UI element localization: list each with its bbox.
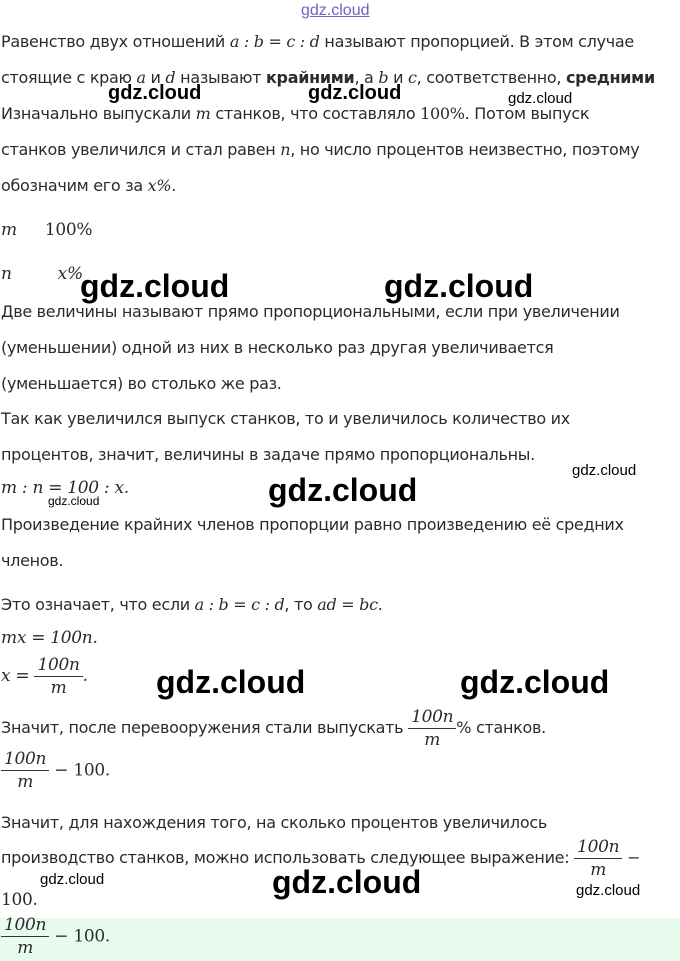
watermark: gdz.cloud bbox=[508, 90, 573, 107]
after-line bbox=[1, 706, 546, 751]
fraction bbox=[574, 836, 622, 881]
fraction-denominator: m bbox=[590, 860, 607, 880]
text: Равенство двух отношений bbox=[1, 32, 230, 51]
text: Это означает, что если bbox=[1, 595, 195, 614]
watermark-top: gdz.cloud bbox=[301, 2, 370, 19]
fraction-denominator: m bbox=[17, 938, 34, 958]
watermark: gdz.cloud bbox=[572, 462, 637, 479]
math: b bbox=[378, 68, 389, 87]
text: % станков. bbox=[456, 718, 546, 737]
watermark: gdz.cloud bbox=[308, 82, 402, 104]
fraction-denominator: m bbox=[50, 678, 67, 698]
table-cell: m bbox=[1, 220, 17, 240]
math: . bbox=[82, 666, 88, 686]
text: , то bbox=[284, 595, 318, 614]
watermark: gdz.cloud bbox=[108, 82, 202, 104]
math: n bbox=[280, 140, 291, 159]
math: − 100. bbox=[49, 926, 111, 947]
text: . Потом выпуск bbox=[464, 104, 590, 123]
text: станков увеличился и стал равен bbox=[1, 140, 281, 159]
proportion-equation: m : n = 100 : x. bbox=[1, 478, 129, 498]
text: и bbox=[145, 68, 166, 87]
conclusion-line-3: 100. bbox=[1, 890, 38, 910]
watermark: gdz.cloud bbox=[80, 268, 230, 304]
conclusion-line-1: Значит, для нахождения того, на сколько процентов увеличилось bbox=[1, 813, 547, 832]
text: , соответственно, bbox=[416, 68, 566, 87]
bold-term: средними bbox=[565, 68, 655, 87]
watermark: gdz.cloud bbox=[272, 864, 422, 900]
def-line-2: (уменьшении) одной из них в несколько раз другая увеличивается bbox=[1, 338, 554, 357]
answer-expression bbox=[1, 914, 110, 959]
table-cell: x% bbox=[57, 264, 83, 284]
math: a : b = c : d bbox=[194, 595, 285, 614]
text: Значит, после перевооружения стали выпускать bbox=[1, 718, 409, 737]
text: называют пропорцией. В этом случае bbox=[319, 32, 634, 51]
text: . bbox=[377, 595, 383, 614]
watermark: gdz.cloud bbox=[384, 268, 534, 304]
math: a : b = c : d bbox=[229, 32, 320, 51]
fraction-denominator: m bbox=[424, 730, 441, 750]
table-cell: 100% bbox=[44, 220, 93, 240]
math: − 100. bbox=[49, 760, 111, 781]
table-row-2 bbox=[1, 264, 83, 284]
text: станков, что составляло bbox=[210, 104, 421, 123]
table-row-1 bbox=[1, 220, 92, 240]
math: a bbox=[136, 68, 146, 87]
explain-line-1: Так как увеличился выпуск станков, то и увеличилось количество их bbox=[1, 409, 570, 428]
fraction-numerator: 100n bbox=[1, 914, 49, 937]
product-line-1: Произведение крайних членов пропорции равно произведению её средних bbox=[1, 515, 624, 534]
math: c bbox=[407, 68, 417, 87]
expression-1 bbox=[1, 748, 110, 793]
math: x% bbox=[147, 176, 172, 195]
text: , а bbox=[354, 68, 379, 87]
table-cell: n bbox=[1, 264, 12, 284]
math: m bbox=[195, 104, 211, 123]
math: d bbox=[165, 68, 176, 87]
math: − bbox=[622, 848, 641, 867]
fraction bbox=[408, 706, 456, 751]
text-line-initial bbox=[1, 104, 589, 123]
fraction-denominator: m bbox=[17, 772, 34, 792]
watermark: gdz.cloud bbox=[576, 882, 641, 899]
text: и bbox=[388, 68, 408, 87]
watermark: gdz.cloud bbox=[40, 871, 105, 888]
fraction-numerator: 100n bbox=[1, 748, 49, 771]
watermark: gdz.cloud bbox=[460, 664, 610, 700]
explain-line-2: процентов, значит, величины в задаче прямо пропорциональны. bbox=[1, 445, 535, 464]
text-line-increase bbox=[1, 140, 639, 159]
fraction-numerator: 100n bbox=[34, 654, 82, 677]
math: x = bbox=[1, 666, 35, 686]
text: . bbox=[171, 176, 177, 195]
math: ad = bc bbox=[317, 595, 378, 614]
fraction bbox=[1, 914, 49, 959]
text: называют bbox=[175, 68, 266, 87]
watermark: gdz.cloud bbox=[268, 472, 418, 508]
text-line-proportion-definition bbox=[1, 32, 634, 51]
bold-term: крайними bbox=[265, 68, 355, 87]
fraction bbox=[1, 748, 49, 793]
text: стоящие с краю bbox=[1, 68, 137, 87]
math: 100% bbox=[420, 104, 465, 123]
text: , но число процентов неизвестно, поэтому bbox=[290, 140, 640, 159]
text: Изначально выпускали bbox=[1, 104, 196, 123]
means-line bbox=[1, 595, 383, 614]
fraction-numerator: 100n bbox=[408, 706, 456, 729]
product-line-2: членов. bbox=[1, 551, 64, 570]
fraction bbox=[34, 654, 82, 699]
fraction-numerator: 100n bbox=[574, 836, 622, 859]
text: производство станков, можно использовать следующее выражение: bbox=[1, 848, 575, 867]
watermark: gdz.cloud bbox=[156, 664, 306, 700]
text: обозначим его за bbox=[1, 176, 148, 195]
text-line-denote bbox=[1, 176, 176, 195]
watermark: gdz.cloud bbox=[48, 494, 100, 508]
def-line-1: Две величины называют прямо пропорциональными, если при увеличении bbox=[1, 302, 620, 321]
equation-mx: mx = 100n. bbox=[1, 628, 98, 648]
def-line-3: (уменьшается) во столько же раз. bbox=[1, 374, 282, 393]
equation-x bbox=[1, 654, 88, 699]
